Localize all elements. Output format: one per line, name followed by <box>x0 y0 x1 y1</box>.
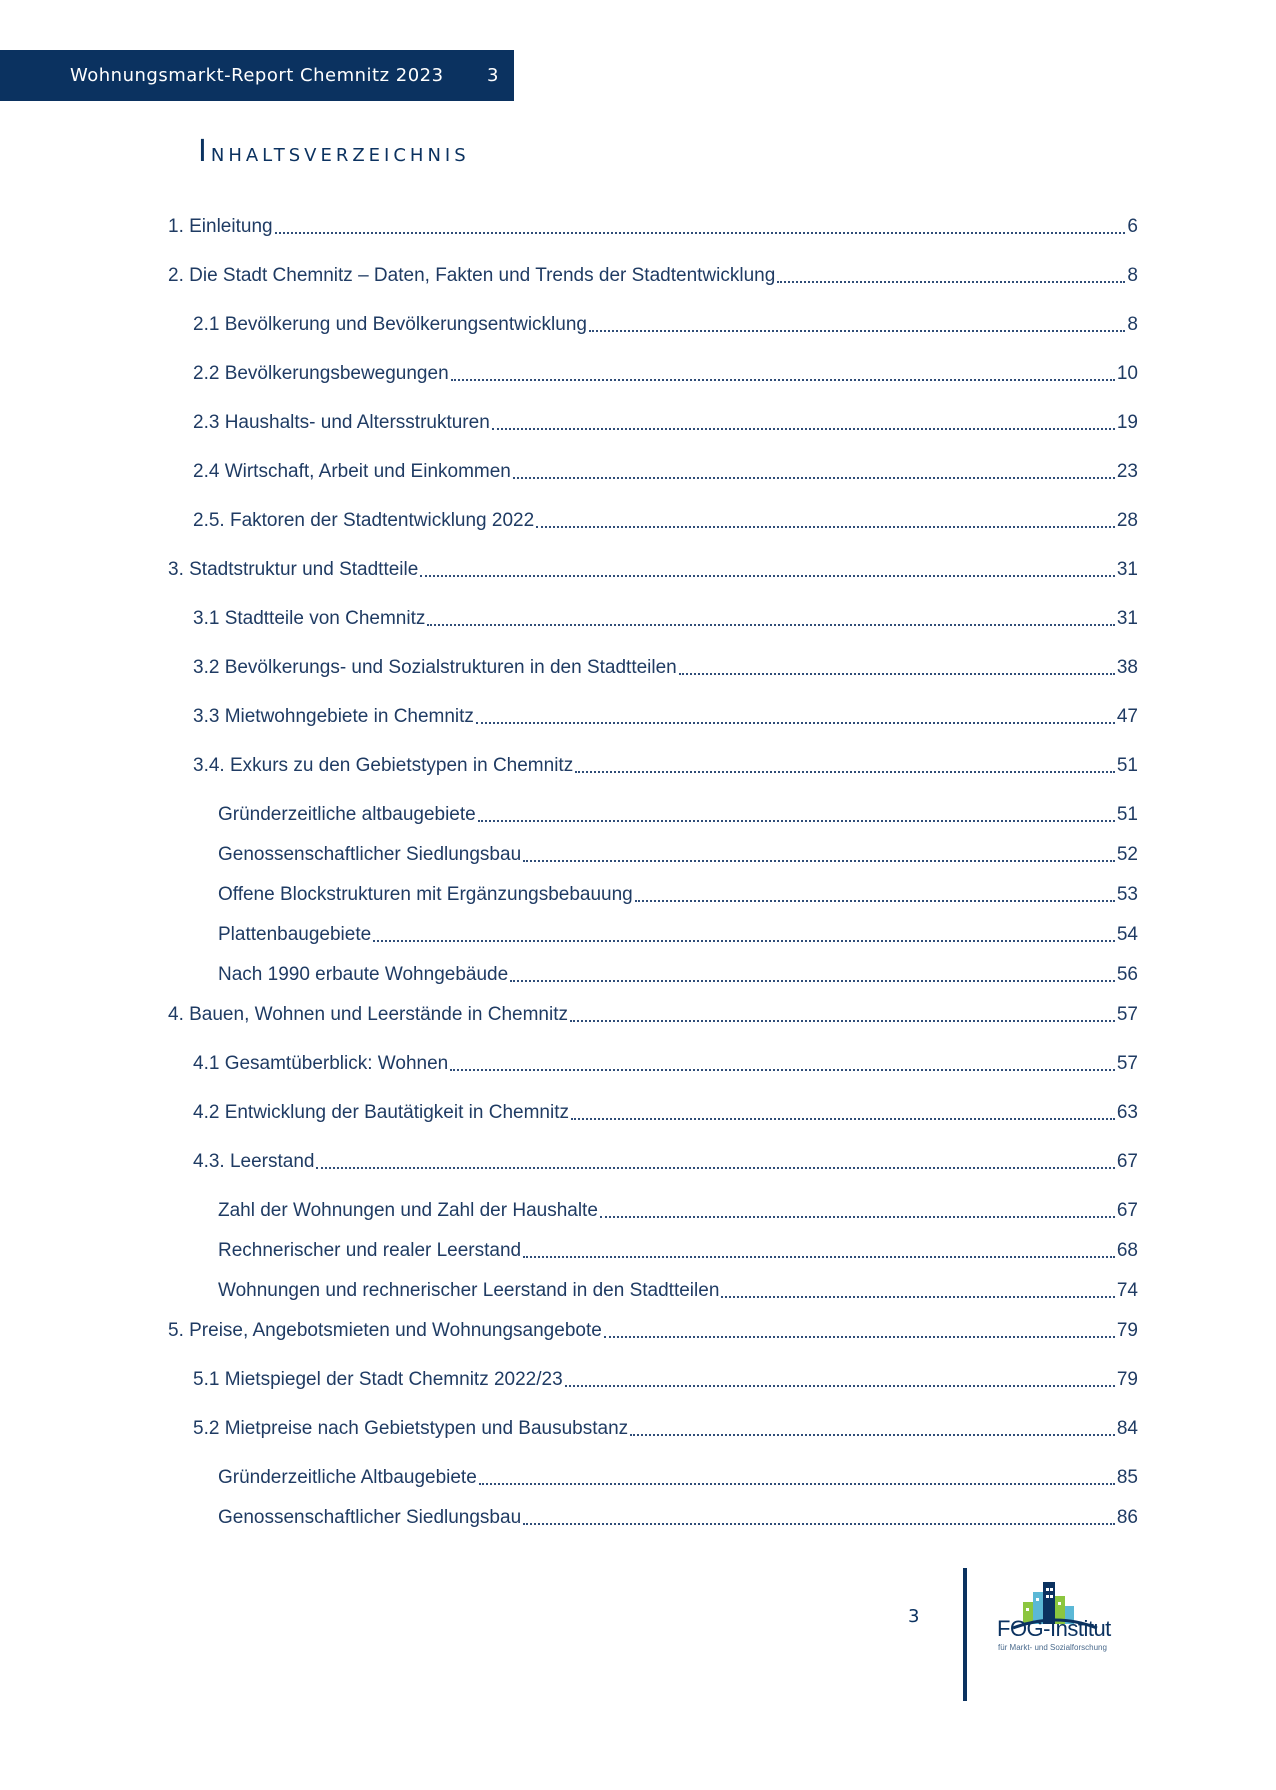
toc-dot-leader <box>451 378 1115 381</box>
toc-entry[interactable] <box>168 558 1138 582</box>
header-title: Wohnungsmarkt-Report Chemnitz 2023 <box>70 65 444 86</box>
toc-entry-label: Nach 1990 erbaute Wohngebäude <box>218 964 509 985</box>
toc-entry-label: 4. Bauen, Wohnen und Leerstände in Chemnitz <box>168 1004 568 1025</box>
toc-entry-label: Genossenschaftlicher Siedlungsbau <box>218 844 522 865</box>
toc-entry[interactable] <box>218 1279 1138 1303</box>
toc-entry[interactable] <box>193 607 1138 631</box>
toc-entry[interactable] <box>193 656 1138 680</box>
toc-dot-leader <box>571 1117 1115 1120</box>
toc-entry-label: 4.1 Gesamtüberblick: Wohnen <box>193 1053 449 1074</box>
toc-dot-leader <box>679 672 1115 675</box>
toc-entry[interactable] <box>193 411 1138 435</box>
toc-entry[interactable] <box>193 754 1138 778</box>
toc-entry[interactable] <box>193 1052 1138 1076</box>
toc-entry-label: 4.2 Entwicklung der Bautätigkeit in Chemnitz <box>193 1102 569 1123</box>
toc-entry-label: 5.1 Mietspiegel der Stadt Chemnitz 2022/23 <box>193 1369 563 1390</box>
toc-entry-page: 56 <box>1116 964 1138 985</box>
toc-entry[interactable] <box>193 1368 1138 1392</box>
toc-dot-leader <box>565 1384 1115 1387</box>
toc-entry[interactable] <box>218 803 1138 827</box>
toc-dot-leader <box>523 1522 1115 1525</box>
toc-entry[interactable] <box>218 1239 1138 1263</box>
toc-entry-label: 5. Preise, Angebotsmieten und Wohnungsangebote <box>168 1320 602 1341</box>
toc-entry[interactable] <box>193 362 1138 386</box>
toc-entry-page: 84 <box>1116 1418 1138 1439</box>
toc-entry[interactable] <box>193 460 1138 484</box>
toc-entry-page: 10 <box>1116 363 1138 384</box>
toc-entry-page: 74 <box>1116 1280 1138 1301</box>
toc-entry-label: 2.4 Wirtschaft, Arbeit und Einkommen <box>193 461 511 482</box>
toc-entry-page: 67 <box>1116 1151 1138 1172</box>
toc-entry-page: 8 <box>1127 314 1138 335</box>
toc-entry-page: 53 <box>1116 884 1138 905</box>
toc-entry[interactable] <box>218 923 1138 947</box>
toc-entry-label: 2.3 Haushalts- und Altersstrukturen <box>193 412 490 433</box>
toc-entry-label: 2.1 Bevölkerung und Bevölkerungsentwicklung <box>193 314 587 335</box>
toc-dot-leader <box>575 770 1115 773</box>
toc-dot-leader <box>513 476 1115 479</box>
toc-dot-leader <box>492 427 1115 430</box>
toc-entry[interactable] <box>218 843 1138 867</box>
toc-entry-label: 4.3. Leerstand <box>193 1151 315 1172</box>
toc-entry-page: 85 <box>1116 1467 1138 1488</box>
toc-entry-page: 67 <box>1116 1200 1138 1221</box>
toc-entry-label: Offene Blockstrukturen mit Ergänzungsbebauung <box>218 884 633 905</box>
toc-entry[interactable] <box>218 1466 1138 1490</box>
toc-entry[interactable] <box>193 1417 1138 1441</box>
footer-page-number: 3 <box>908 1606 920 1627</box>
toc-entry-page: 38 <box>1116 657 1138 678</box>
toc-dot-leader <box>589 329 1125 332</box>
toc-dot-leader <box>604 1335 1115 1338</box>
footer-divider <box>963 1568 967 1701</box>
toc-entry-label: 3.3 Mietwohngebiete in Chemnitz <box>193 706 474 727</box>
toc-entry-label: 3.2 Bevölkerungs- und Sozialstrukturen in den Stadtteilen <box>193 657 677 678</box>
toc-entry[interactable] <box>168 215 1138 239</box>
toc-entry[interactable] <box>193 705 1138 729</box>
toc-entry-page: 79 <box>1116 1369 1138 1390</box>
toc-dot-leader <box>478 819 1115 822</box>
toc-dot-leader <box>420 574 1115 577</box>
toc-entry[interactable] <box>218 883 1138 907</box>
toc-entry-page: 51 <box>1116 755 1138 776</box>
toc-entry-label: 2. Die Stadt Chemnitz – Daten, Fakten und Trends der Stadtentwicklung <box>168 265 776 286</box>
toc-entry-label: Zahl der Wohnungen und Zahl der Haushalte <box>218 1200 598 1221</box>
toc-entry[interactable] <box>218 1506 1138 1530</box>
toc-dot-leader <box>600 1215 1115 1218</box>
toc-entry-label: Gründerzeitliche altbaugebiete <box>218 804 476 825</box>
toc-dot-leader <box>523 859 1115 862</box>
toc-dot-leader <box>777 280 1125 283</box>
toc-entry-page: 47 <box>1116 706 1138 727</box>
header-page-number: 3 <box>487 65 499 86</box>
toc-dot-leader <box>570 1019 1115 1022</box>
toc-entry-label: Plattenbaugebiete <box>218 924 372 945</box>
toc-entry-label: Wohnungen und rechnerischer Leerstand in den Stadtteilen <box>218 1280 720 1301</box>
toc-dot-leader <box>721 1295 1114 1298</box>
toc-dot-leader <box>523 1255 1115 1258</box>
toc-entry[interactable] <box>193 1150 1138 1174</box>
toc-dot-leader <box>316 1166 1114 1169</box>
toc-entry-label: 1. Einleitung <box>168 216 273 237</box>
logo-name: FOG-Institut <box>997 1616 1111 1641</box>
toc-entry[interactable] <box>193 313 1138 337</box>
toc-dot-leader <box>510 979 1115 982</box>
toc-entry-label: 2.2 Bevölkerungsbewegungen <box>193 363 449 384</box>
toc-dot-leader <box>373 939 1115 942</box>
toc-dot-leader <box>479 1482 1115 1485</box>
toc-dot-leader <box>476 721 1115 724</box>
toc-entry-page: 28 <box>1116 510 1138 531</box>
toc-entry[interactable] <box>168 1319 1138 1343</box>
toc-entry-page: 23 <box>1116 461 1138 482</box>
toc-entry-page: 57 <box>1116 1004 1138 1025</box>
toc-entry-page: 6 <box>1127 216 1138 237</box>
toc-entry-label: Genossenschaftlicher Siedlungsbau <box>218 1507 522 1528</box>
toc-entry-label: Rechnerischer und realer Leerstand <box>218 1240 522 1261</box>
toc-entry[interactable] <box>193 1101 1138 1125</box>
toc-entry[interactable] <box>218 963 1138 987</box>
toc-entry-label: 3. Stadtstruktur und Stadtteile <box>168 559 419 580</box>
toc-dot-leader <box>427 623 1115 626</box>
toc-entry-page: 8 <box>1127 265 1138 286</box>
toc-entry[interactable] <box>168 264 1138 288</box>
toc-entry-page: 52 <box>1116 844 1138 865</box>
toc-dot-leader <box>536 525 1115 528</box>
toc-entry-page: 63 <box>1116 1102 1138 1123</box>
toc-entry[interactable] <box>218 1199 1138 1223</box>
toc-entry-label: 2.5. Faktoren der Stadtentwicklung 2022 <box>193 510 535 531</box>
toc-entry-page: 79 <box>1116 1320 1138 1341</box>
toc-dot-leader <box>635 899 1115 902</box>
toc-entry-page: 68 <box>1116 1240 1138 1261</box>
toc-title: Inhaltsverzeichnis <box>198 134 470 169</box>
toc-entry-label: Gründerzeitliche Altbaugebiete <box>218 1467 477 1488</box>
toc-entry-page: 51 <box>1116 804 1138 825</box>
toc-entry-page: 57 <box>1116 1053 1138 1074</box>
toc-dot-leader <box>630 1433 1115 1436</box>
toc-dot-leader <box>450 1068 1115 1071</box>
toc-entry-page: 31 <box>1116 608 1138 629</box>
toc-entry[interactable] <box>193 509 1138 533</box>
logo-tagline: für Markt- und Sozialforschung <box>998 1643 1107 1652</box>
toc-entry-label: 5.2 Mietpreise nach Gebietstypen und Bausubstanz <box>193 1418 629 1439</box>
toc-entry-page: 54 <box>1116 924 1138 945</box>
toc-entry[interactable] <box>168 1003 1138 1027</box>
toc-dot-leader <box>275 231 1126 234</box>
toc-entry-label: 3.4. Exkurs zu den Gebietstypen in Chemnitz <box>193 755 574 776</box>
toc-entry-page: 86 <box>1116 1507 1138 1528</box>
toc-entry-page: 19 <box>1116 412 1138 433</box>
toc-entry-page: 31 <box>1116 559 1138 580</box>
toc-entry-label: 3.1 Stadtteile von Chemnitz <box>193 608 426 629</box>
